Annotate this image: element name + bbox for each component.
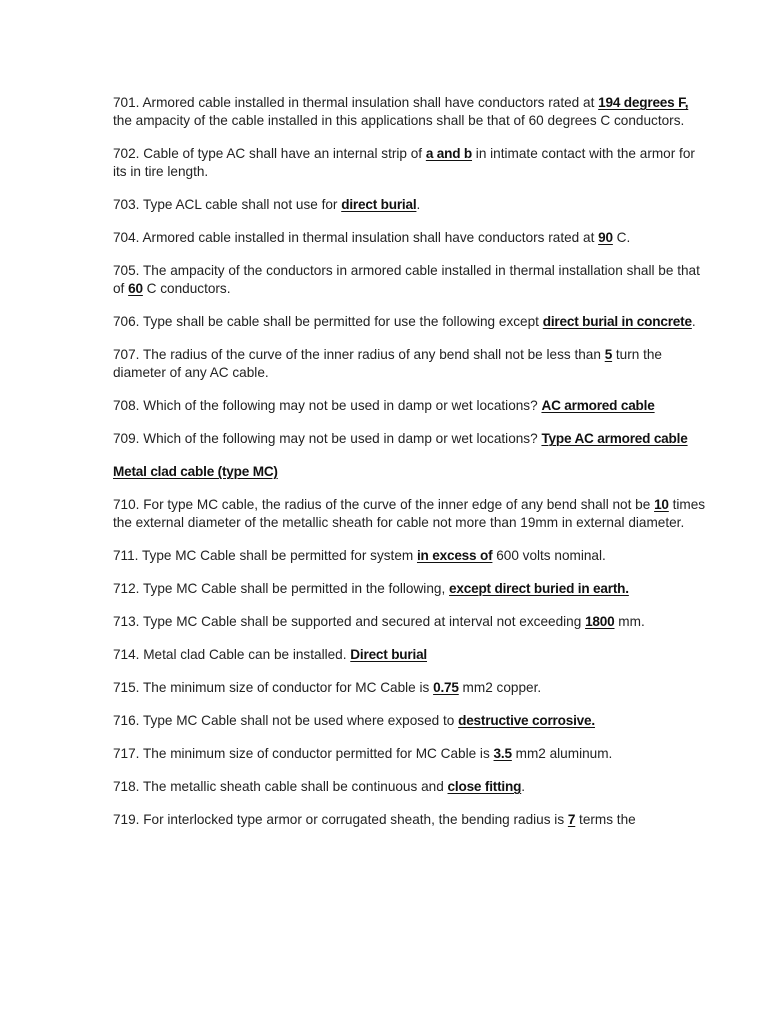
question-text: 704. Armored cable installed in thermal insulation shall have conductors rated at [113,230,599,245]
answer-text: 1800 [585,614,615,629]
answer-text: AC armored cable [541,398,655,413]
question-paragraph [113,313,708,331]
question-text: 718. The metallic sheath cable shall be continuous and [113,779,448,794]
answer-text: 90 [598,230,613,245]
question-text: 708. Which of the following may not be used in damp or wet locations? [113,398,542,413]
answer-text: 7 [567,812,576,827]
question-text: mm2 aluminum. [511,746,613,761]
question-paragraph [113,646,708,664]
question-text: mm2 copper. [458,680,542,695]
question-paragraph [113,463,708,481]
question-text: in intimate contact with the armor for its in tire length. [113,146,695,179]
answer-text: close fitting [447,779,522,794]
answer-text: in excess of [416,548,493,563]
question-paragraph [113,430,708,448]
question-text: . [521,779,525,794]
question-paragraph [113,145,708,181]
question-text: C. [612,230,631,245]
question-text: 709. Which of the following may not be used in damp or wet locations? [113,431,542,446]
answer-text: a and b [425,146,473,161]
question-text: 717. The minimum size of conductor permitted for MC Cable is [113,746,494,761]
question-text: 715. The minimum size of conductor for MC Cable is [113,680,434,695]
question-text: 600 volts nominal. [492,548,606,563]
question-text: times the external diameter of the metallic sheath for cable not more than 19mm in external diameter. [113,497,706,530]
question-paragraph [113,346,708,382]
answer-text: Type AC armored cable [541,431,688,446]
question-text: 713. Type MC Cable shall be supported and secured at interval not exceeding [113,614,586,629]
question-text: mm. [614,614,645,629]
question-text: 701. Armored cable installed in thermal insulation shall have conductors rated at [113,95,599,110]
question-text: 719. For interlocked type armor or corrugated sheath, the bending radius is [113,812,568,827]
question-paragraph [113,613,708,631]
answer-text: direct burial [341,197,417,212]
question-paragraph [113,811,708,829]
question-text: 710. For type MC cable, the radius of the curve of the inner edge of any bend shall not be [113,497,655,512]
answer-text: except direct buried in earth. [449,581,629,596]
answer-text: direct burial in concrete [542,314,692,329]
question-text: the ampacity of the cable installed in this applications shall be that of 60 degrees C conductors. [113,113,685,128]
question-paragraph [113,580,708,598]
question-paragraph [113,745,708,763]
question-text: C conductors. [142,281,231,296]
question-text: 702. Cable of type AC shall have an internal strip of [113,146,426,161]
question-paragraph [113,229,708,247]
answer-text: 0.75 [433,680,459,695]
question-text: turn the diameter of any AC cable. [113,347,662,380]
question-text: 703. Type ACL cable shall not use for [113,197,342,212]
question-paragraph [113,547,708,565]
question-text: . [691,314,696,329]
answer-text: Metal clad cable (type MC) [113,464,278,479]
answer-text: 194 degrees F, [598,95,689,110]
question-text: . [416,197,421,212]
question-paragraph [113,196,708,214]
answer-text: 10 [654,497,669,512]
question-text: 705. The ampacity of the conductors in armored cable installed in thermal installation shall be that of [113,263,700,296]
answer-text: 60 [128,281,143,296]
question-paragraph [113,262,708,298]
question-text: 716. Type MC Cable shall not be used where exposed to [113,713,459,728]
question-paragraph [113,712,708,730]
question-text: terms the [575,812,636,827]
question-text: 707. The radius of the curve of the inner radius of any bend shall not be less than [113,347,605,362]
question-paragraph [113,496,708,532]
answer-text: 3.5 [493,746,512,761]
question-text: 706. Type shall be cable shall be permitted for use the following except [113,314,543,329]
question-text: 714. Metal clad Cable can be installed. [113,647,351,662]
answer-text: Direct burial [350,647,428,662]
question-text: 711. Type MC Cable shall be permitted for system [113,548,417,563]
question-text: 712. Type MC Cable shall be permitted in the following, [113,581,450,596]
question-paragraph [113,397,708,415]
answer-text: destructive corrosive. [458,713,595,728]
answer-text: 5 [604,347,613,362]
question-paragraph [113,94,708,130]
question-paragraph [113,778,708,796]
question-paragraph [113,679,708,697]
